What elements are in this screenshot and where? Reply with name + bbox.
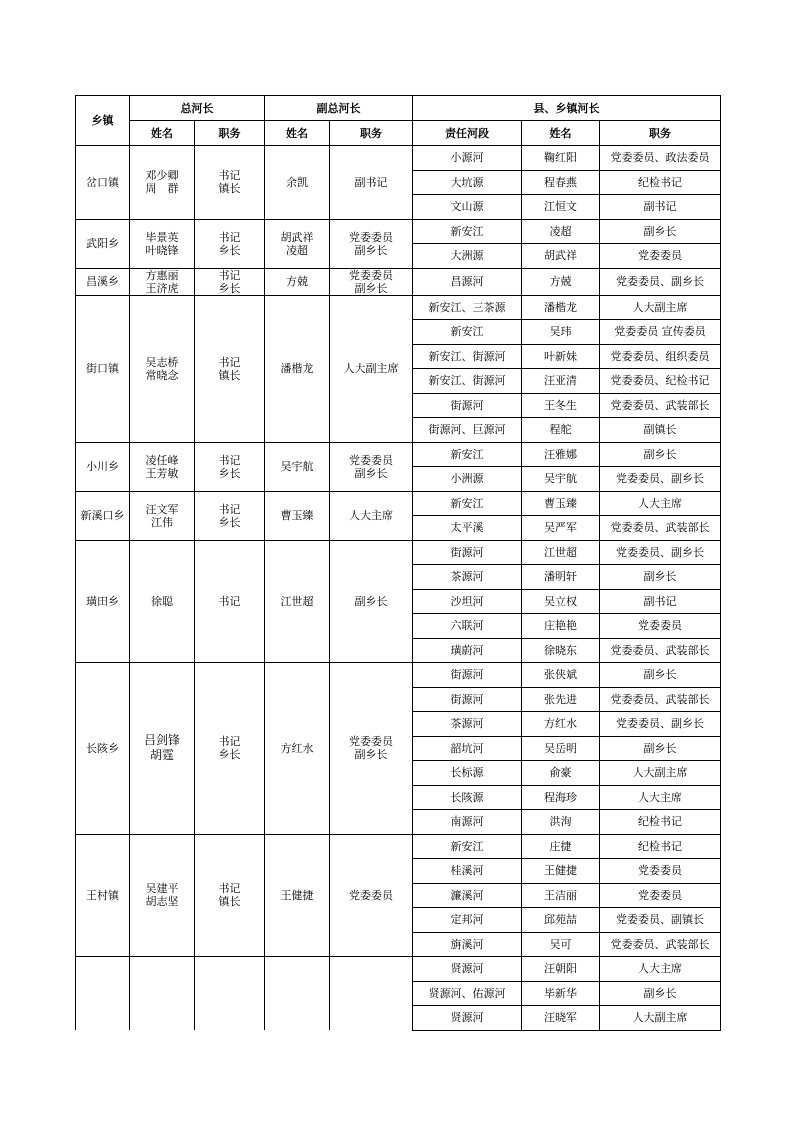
row-segment: 定邦河 bbox=[413, 908, 522, 933]
vice-name-cell bbox=[265, 442, 330, 491]
vice-position-cell-line: 党委委员 bbox=[349, 453, 393, 467]
vice-name-cell-line: 江世超 bbox=[280, 594, 314, 608]
row-name: 洪洵 bbox=[522, 810, 600, 835]
river-chief-table bbox=[75, 95, 721, 1031]
chief-name-cell bbox=[130, 663, 195, 835]
chief-position-cell-line: 乡长 bbox=[218, 748, 241, 762]
township-name: 王村镇 bbox=[86, 888, 119, 902]
row-segment: 街源河 bbox=[413, 663, 522, 688]
township-cell bbox=[76, 219, 130, 268]
chief-position-cell-line: 书记 bbox=[218, 230, 241, 244]
header-town-name: 姓名 bbox=[522, 121, 600, 146]
chief-position-cell-line: 乡长 bbox=[218, 281, 241, 295]
row-segment: 新安江 bbox=[413, 442, 522, 467]
township-cell bbox=[76, 663, 130, 835]
row-name: 徐晓东 bbox=[522, 638, 600, 663]
row-name: 吴宇航 bbox=[522, 467, 600, 492]
header-county-town: 县、乡镇河长 bbox=[413, 96, 721, 121]
row-position: 副乡长 bbox=[600, 442, 721, 467]
chief-position-cell bbox=[195, 268, 265, 295]
chief-name-cell bbox=[130, 491, 195, 540]
row-position: 党委委员、副乡长 bbox=[600, 268, 721, 295]
vice-position-cell-line: 党委委员 bbox=[349, 888, 393, 902]
row-segment: 贤源河、佑源河 bbox=[413, 981, 522, 1006]
row-segment: 新安江 bbox=[413, 320, 522, 345]
table-row bbox=[76, 957, 721, 982]
row-name: 汪雅娜 bbox=[522, 442, 600, 467]
chief-position-cell-line: 书记 bbox=[218, 453, 241, 467]
header-township: 乡镇 bbox=[76, 96, 130, 146]
row-segment: 长标源 bbox=[413, 761, 522, 786]
table-row bbox=[76, 442, 721, 467]
row-name: 方兢 bbox=[522, 268, 600, 295]
header-chief: 总河长 bbox=[130, 96, 265, 121]
row-name: 江世超 bbox=[522, 540, 600, 565]
chief-name-cell bbox=[130, 146, 195, 220]
row-position: 人大副主席 bbox=[600, 295, 721, 320]
row-position: 党委委员、副乡长 bbox=[600, 467, 721, 492]
township-name: 璜田乡 bbox=[86, 594, 119, 608]
chief-name-cell-line: 吴建平 bbox=[145, 882, 179, 896]
vice-position-cell bbox=[330, 146, 413, 220]
row-segment: 新安江、街源河 bbox=[413, 369, 522, 394]
header-segment: 责任河段 bbox=[413, 121, 522, 146]
table-row bbox=[76, 146, 721, 171]
row-position: 纪检书记 bbox=[600, 834, 721, 859]
row-segment: 贤源河 bbox=[413, 957, 522, 982]
row-name: 程舵 bbox=[522, 418, 600, 443]
row-position: 纪检书记 bbox=[600, 810, 721, 835]
vice-name-cell bbox=[265, 491, 330, 540]
row-segment: 新安江、街源河 bbox=[413, 344, 522, 369]
township-name: 小川乡 bbox=[86, 460, 119, 473]
chief-position-cell-line: 书记 bbox=[218, 594, 241, 608]
row-name: 庄艳艳 bbox=[522, 614, 600, 639]
row-name: 程春燕 bbox=[522, 170, 600, 195]
row-position: 党委委员、武装部长 bbox=[600, 393, 721, 418]
row-position: 副镇长 bbox=[600, 418, 721, 443]
row-name: 江恒文 bbox=[522, 195, 600, 220]
chief-position-cell-line: 乡长 bbox=[218, 466, 241, 480]
row-name: 庄捷 bbox=[522, 834, 600, 859]
chief-name-cell bbox=[130, 540, 195, 663]
row-position: 人大主席 bbox=[600, 957, 721, 982]
chief-name-cell-line: 方惠丽 bbox=[145, 268, 179, 282]
chief-name-cell-line: 叶晓锋 bbox=[145, 243, 179, 257]
row-segment: 茶源河 bbox=[413, 712, 522, 737]
row-name: 汪亚清 bbox=[522, 369, 600, 394]
row-segment: 濂溪河 bbox=[413, 883, 522, 908]
header-town-position: 职务 bbox=[600, 121, 721, 146]
table-row bbox=[76, 540, 721, 565]
row-position: 党委委员、武装部长 bbox=[600, 687, 721, 712]
chief-name-cell-line: 王芳敏 bbox=[145, 466, 179, 480]
row-segment: 新安江 bbox=[413, 834, 522, 859]
chief-name-cell-line: 徐聪 bbox=[151, 594, 173, 608]
chief-position-cell bbox=[195, 146, 265, 220]
vice-position-cell bbox=[330, 491, 413, 540]
row-name: 程海珍 bbox=[522, 785, 600, 810]
row-position: 副书记 bbox=[600, 589, 721, 614]
vice-name-cell bbox=[265, 540, 330, 663]
vice-name-cell-line: 方兢 bbox=[286, 275, 308, 288]
vice-name-cell-line: 潘楷龙 bbox=[280, 362, 314, 375]
chief-name-cell bbox=[130, 295, 195, 442]
chief-name-cell-line: 凌任峰 bbox=[145, 453, 179, 467]
vice-position-cell-line: 副乡长 bbox=[354, 466, 388, 480]
header-chief-name: 姓名 bbox=[130, 121, 195, 146]
chief-position-cell bbox=[195, 442, 265, 491]
row-segment: 新安江 bbox=[413, 219, 522, 244]
row-segment: 旃溪河 bbox=[413, 932, 522, 957]
row-segment: 璜蔚河 bbox=[413, 638, 522, 663]
chief-name-cell-line: 吕剑锋 bbox=[143, 733, 180, 748]
row-name: 潘明轩 bbox=[522, 565, 600, 590]
row-segment: 长陔源 bbox=[413, 785, 522, 810]
vice-position-cell-line: 人大主席 bbox=[349, 509, 393, 522]
chief-position-cell-line: 书记 bbox=[218, 502, 241, 516]
township-name: 武阳乡 bbox=[86, 237, 119, 250]
vice-name-cell-line: 凌超 bbox=[286, 243, 308, 257]
table-body bbox=[76, 146, 721, 1031]
chief-position-cell bbox=[195, 540, 265, 663]
header-vice-position: 职务 bbox=[330, 121, 413, 146]
vice-position-cell bbox=[330, 834, 413, 957]
chief-position-cell-line: 书记 bbox=[218, 169, 241, 183]
row-segment: 新安江 bbox=[413, 491, 522, 516]
table-row bbox=[76, 491, 721, 516]
chief-name-cell-line: 周 群 bbox=[145, 182, 179, 196]
chief-name-cell-line: 常晓念 bbox=[145, 368, 179, 382]
row-position: 党委委员、副乡长 bbox=[600, 712, 721, 737]
row-position: 纪检书记 bbox=[600, 170, 721, 195]
vice-name-cell-line: 方红水 bbox=[280, 741, 314, 755]
chief-name-cell-line: 胡霆 bbox=[149, 748, 174, 763]
row-position: 党委委员、纪检书记 bbox=[600, 369, 721, 394]
chief-position-cell bbox=[195, 219, 265, 268]
township-cell bbox=[76, 957, 130, 1031]
row-segment: 茶源河 bbox=[413, 565, 522, 590]
row-segment: 街源河 bbox=[413, 540, 522, 565]
row-position: 副乡长 bbox=[600, 736, 721, 761]
vice-position-cell-line: 副书记 bbox=[354, 175, 388, 189]
row-segment: 南源河 bbox=[413, 810, 522, 835]
vice-name-cell bbox=[265, 219, 330, 268]
row-position: 党委委员、政法委员 bbox=[600, 146, 721, 171]
township-name: 长陔乡 bbox=[86, 741, 119, 755]
row-segment: 文山源 bbox=[413, 195, 522, 220]
vice-position-cell-line: 党委委员 bbox=[349, 268, 393, 282]
row-name: 俞豪 bbox=[522, 761, 600, 786]
vice-position-cell bbox=[330, 295, 413, 442]
row-position: 副乡长 bbox=[600, 663, 721, 688]
chief-position-cell-line: 乡长 bbox=[218, 515, 241, 529]
chief-name-cell bbox=[130, 442, 195, 491]
table-row bbox=[76, 268, 721, 295]
row-position: 党委委员、武装部长 bbox=[600, 638, 721, 663]
header-row-sub bbox=[76, 121, 721, 146]
chief-position-cell-line: 镇长 bbox=[218, 368, 241, 382]
vice-position-cell-line: 党委委员 bbox=[349, 230, 393, 244]
township-cell bbox=[76, 491, 130, 540]
chief-name-cell-line: 江伟 bbox=[151, 515, 173, 529]
township-cell bbox=[76, 442, 130, 491]
row-position: 人大主席 bbox=[600, 785, 721, 810]
chief-name-cell-line: 毕景英 bbox=[145, 230, 179, 244]
chief-position-cell-line: 书记 bbox=[218, 735, 241, 749]
header-vice-name: 姓名 bbox=[265, 121, 330, 146]
chief-name-cell-line: 胡志坚 bbox=[145, 895, 179, 909]
vice-position-cell-line: 人大副主席 bbox=[343, 362, 399, 375]
header-row-top bbox=[76, 96, 721, 121]
row-name: 吴严军 bbox=[522, 516, 600, 541]
township-cell bbox=[76, 146, 130, 220]
table-row bbox=[76, 295, 721, 320]
row-position: 党委委员、副乡长 bbox=[600, 540, 721, 565]
row-name: 叶新妹 bbox=[522, 344, 600, 369]
vice-name-cell bbox=[265, 834, 330, 957]
chief-position-cell-line: 镇长 bbox=[218, 182, 241, 196]
row-position: 党委委员 宣传委员 bbox=[600, 320, 721, 345]
chief-position-cell-line: 乡长 bbox=[218, 243, 241, 257]
chief-position-cell bbox=[195, 957, 265, 1031]
township-name: 新溪口乡 bbox=[80, 509, 125, 522]
township-cell bbox=[76, 540, 130, 663]
row-name: 吴玮 bbox=[522, 320, 600, 345]
row-name: 潘楷龙 bbox=[522, 295, 600, 320]
chief-name-cell-line: 汪文军 bbox=[145, 502, 179, 516]
row-position: 人大副主席 bbox=[600, 1006, 721, 1031]
row-position: 人大副主席 bbox=[600, 761, 721, 786]
row-segment: 街源河 bbox=[413, 393, 522, 418]
row-position: 党委委员、武装部长 bbox=[600, 516, 721, 541]
table-row bbox=[76, 663, 721, 688]
vice-position-cell bbox=[330, 219, 413, 268]
chief-position-cell bbox=[195, 491, 265, 540]
row-segment: 街源河 bbox=[413, 687, 522, 712]
row-segment: 街源河、巨源河 bbox=[413, 418, 522, 443]
vice-name-cell-line: 曹玉臻 bbox=[280, 509, 314, 522]
row-segment: 新安江、三茶源 bbox=[413, 295, 522, 320]
chief-name-cell bbox=[130, 957, 195, 1031]
row-name: 汪晓军 bbox=[522, 1006, 600, 1031]
row-name: 凌超 bbox=[522, 219, 600, 244]
vice-position-cell-line: 副乡长 bbox=[354, 243, 388, 257]
chief-position-cell-line: 书记 bbox=[218, 268, 241, 282]
row-position: 副乡长 bbox=[600, 981, 721, 1006]
row-name: 王洁丽 bbox=[522, 883, 600, 908]
vice-position-cell-line: 副乡长 bbox=[354, 281, 388, 295]
vice-name-cell bbox=[265, 146, 330, 220]
row-name: 毕新华 bbox=[522, 981, 600, 1006]
row-segment: 太平溪 bbox=[413, 516, 522, 541]
chief-name-cell-line: 吴志桥 bbox=[145, 355, 179, 369]
row-segment: 昌源河 bbox=[413, 268, 522, 295]
row-segment: 大洲源 bbox=[413, 244, 522, 269]
vice-position-cell-line: 副乡长 bbox=[354, 748, 388, 762]
row-name: 吴可 bbox=[522, 932, 600, 957]
row-segment: 小洲源 bbox=[413, 467, 522, 492]
chief-position-cell bbox=[195, 663, 265, 835]
vice-name-cell-line: 胡武祥 bbox=[280, 230, 314, 244]
chief-position-cell bbox=[195, 295, 265, 442]
chief-name-cell bbox=[130, 268, 195, 295]
chief-position-cell bbox=[195, 834, 265, 957]
table-row bbox=[76, 834, 721, 859]
township-cell bbox=[76, 268, 130, 295]
chief-name-cell-line: 王济虎 bbox=[145, 281, 179, 295]
row-name: 汪朝阳 bbox=[522, 957, 600, 982]
vice-name-cell bbox=[265, 957, 330, 1031]
township-name: 昌溪乡 bbox=[86, 275, 119, 288]
row-position: 人大主席 bbox=[600, 491, 721, 516]
chief-position-cell-line: 镇长 bbox=[218, 895, 241, 909]
row-segment: 大坑源 bbox=[413, 170, 522, 195]
row-position: 党委委员、副镇长 bbox=[600, 908, 721, 933]
row-name: 鞠红阳 bbox=[522, 146, 600, 171]
row-name: 王冬生 bbox=[522, 393, 600, 418]
header-vice-chief: 副总河长 bbox=[265, 96, 413, 121]
row-position: 党委委员 bbox=[600, 883, 721, 908]
row-segment: 韶坑河 bbox=[413, 736, 522, 761]
table-row bbox=[76, 219, 721, 244]
township-cell bbox=[76, 834, 130, 957]
row-segment: 小源河 bbox=[413, 146, 522, 171]
chief-name-cell bbox=[130, 219, 195, 268]
vice-position-cell bbox=[330, 957, 413, 1031]
row-segment: 贤源河 bbox=[413, 1006, 522, 1031]
vice-name-cell-line: 余凯 bbox=[286, 175, 308, 189]
row-position: 党委委员 bbox=[600, 859, 721, 884]
row-segment: 六联河 bbox=[413, 614, 522, 639]
row-position: 副乡长 bbox=[600, 219, 721, 244]
row-name: 吴立权 bbox=[522, 589, 600, 614]
row-position: 副乡长 bbox=[600, 565, 721, 590]
row-name: 胡武祥 bbox=[522, 244, 600, 269]
row-position: 党委委员 bbox=[600, 614, 721, 639]
vice-position-cell-line: 副乡长 bbox=[354, 594, 388, 608]
row-name: 吴岳明 bbox=[522, 736, 600, 761]
chief-name-cell bbox=[130, 834, 195, 957]
vice-name-cell bbox=[265, 663, 330, 835]
row-name: 曹玉臻 bbox=[522, 491, 600, 516]
township-name: 街口镇 bbox=[86, 362, 119, 375]
row-position: 党委委员、组织委员 bbox=[600, 344, 721, 369]
row-name: 张侠斌 bbox=[522, 663, 600, 688]
chief-name-cell-line: 邓少卿 bbox=[145, 169, 179, 183]
row-segment: 桂溪河 bbox=[413, 859, 522, 884]
row-position: 副书记 bbox=[600, 195, 721, 220]
vice-position-cell bbox=[330, 663, 413, 835]
row-segment: 沙坦河 bbox=[413, 589, 522, 614]
vice-name-cell bbox=[265, 268, 330, 295]
row-position: 党委委员、武装部长 bbox=[600, 932, 721, 957]
vice-name-cell-line: 王健捷 bbox=[280, 888, 314, 902]
township-cell bbox=[76, 295, 130, 442]
row-name: 张先进 bbox=[522, 687, 600, 712]
row-name: 王健捷 bbox=[522, 859, 600, 884]
row-name: 方红水 bbox=[522, 712, 600, 737]
vice-name-cell-line: 吴宇航 bbox=[280, 460, 314, 473]
vice-position-cell bbox=[330, 268, 413, 295]
vice-position-cell bbox=[330, 442, 413, 491]
chief-position-cell-line: 书记 bbox=[218, 355, 241, 369]
header-chief-position: 职务 bbox=[195, 121, 265, 146]
chief-position-cell-line: 书记 bbox=[218, 882, 241, 896]
township-name: 岔口镇 bbox=[86, 175, 119, 189]
row-name: 邱苑喆 bbox=[522, 908, 600, 933]
row-position: 党委委员 bbox=[600, 244, 721, 269]
vice-position-cell bbox=[330, 540, 413, 663]
vice-name-cell bbox=[265, 295, 330, 442]
vice-position-cell-line: 党委委员 bbox=[349, 735, 393, 749]
